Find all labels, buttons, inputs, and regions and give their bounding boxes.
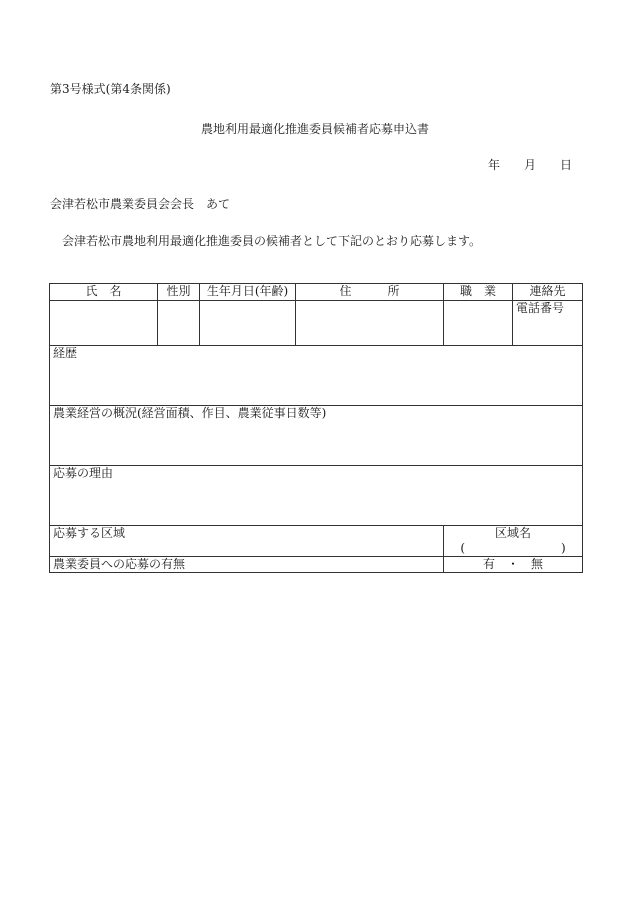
header-birthdate: 生年月日(年齢)	[200, 284, 296, 301]
phone-label: 電話番号	[516, 301, 565, 315]
reason-row	[50, 466, 583, 526]
header-gender: 性別	[158, 284, 200, 301]
farming-label: 農業経営の概況(経営面積、作目、農業従事日数等)	[53, 406, 327, 420]
applicant-row	[50, 301, 583, 346]
addressee: 会津若松市農業委員会会長 あて	[50, 197, 231, 211]
reason-label: 応募の理由	[53, 466, 114, 480]
committee-row	[50, 557, 583, 573]
contact-cell[interactable]	[513, 301, 583, 346]
header-contact: 連絡先	[513, 284, 583, 301]
name-cell[interactable]	[50, 301, 158, 346]
date-month: 月	[524, 158, 537, 172]
district-value[interactable]: 区域名( )	[444, 526, 583, 557]
farming-row	[50, 406, 583, 466]
date-day: 日	[560, 158, 573, 172]
address-cell[interactable]	[296, 301, 444, 346]
career-label: 経歴	[53, 346, 78, 360]
header-occupation: 職 業	[444, 284, 513, 301]
table-header-row	[50, 284, 583, 301]
intro-text: 会津若松市農地利用最適化推進委員の候補者として下記のとおり応募します。	[62, 234, 482, 248]
district-label: 応募する区域	[50, 526, 444, 557]
date-year: 年	[488, 158, 501, 172]
farming-cell[interactable]	[50, 406, 583, 466]
committee-label: 農業委員への応募の有無	[50, 557, 444, 573]
application-table	[49, 283, 583, 573]
header-address: 住 所	[296, 284, 444, 301]
gender-cell[interactable]	[158, 301, 200, 346]
form-number: 第3号様式(第4条関係)	[50, 82, 171, 96]
document-title: 農地利用最適化推進委員候補者応募申込書	[200, 122, 429, 136]
career-cell[interactable]	[50, 346, 583, 406]
committee-value[interactable]: 有 ・ 無	[444, 557, 583, 573]
district-row	[50, 526, 583, 557]
reason-cell[interactable]	[50, 466, 583, 526]
occupation-cell[interactable]	[444, 301, 513, 346]
header-name: 氏 名	[50, 284, 158, 301]
birthdate-cell[interactable]	[200, 301, 296, 346]
career-row	[50, 346, 583, 406]
date-line	[488, 156, 572, 173]
